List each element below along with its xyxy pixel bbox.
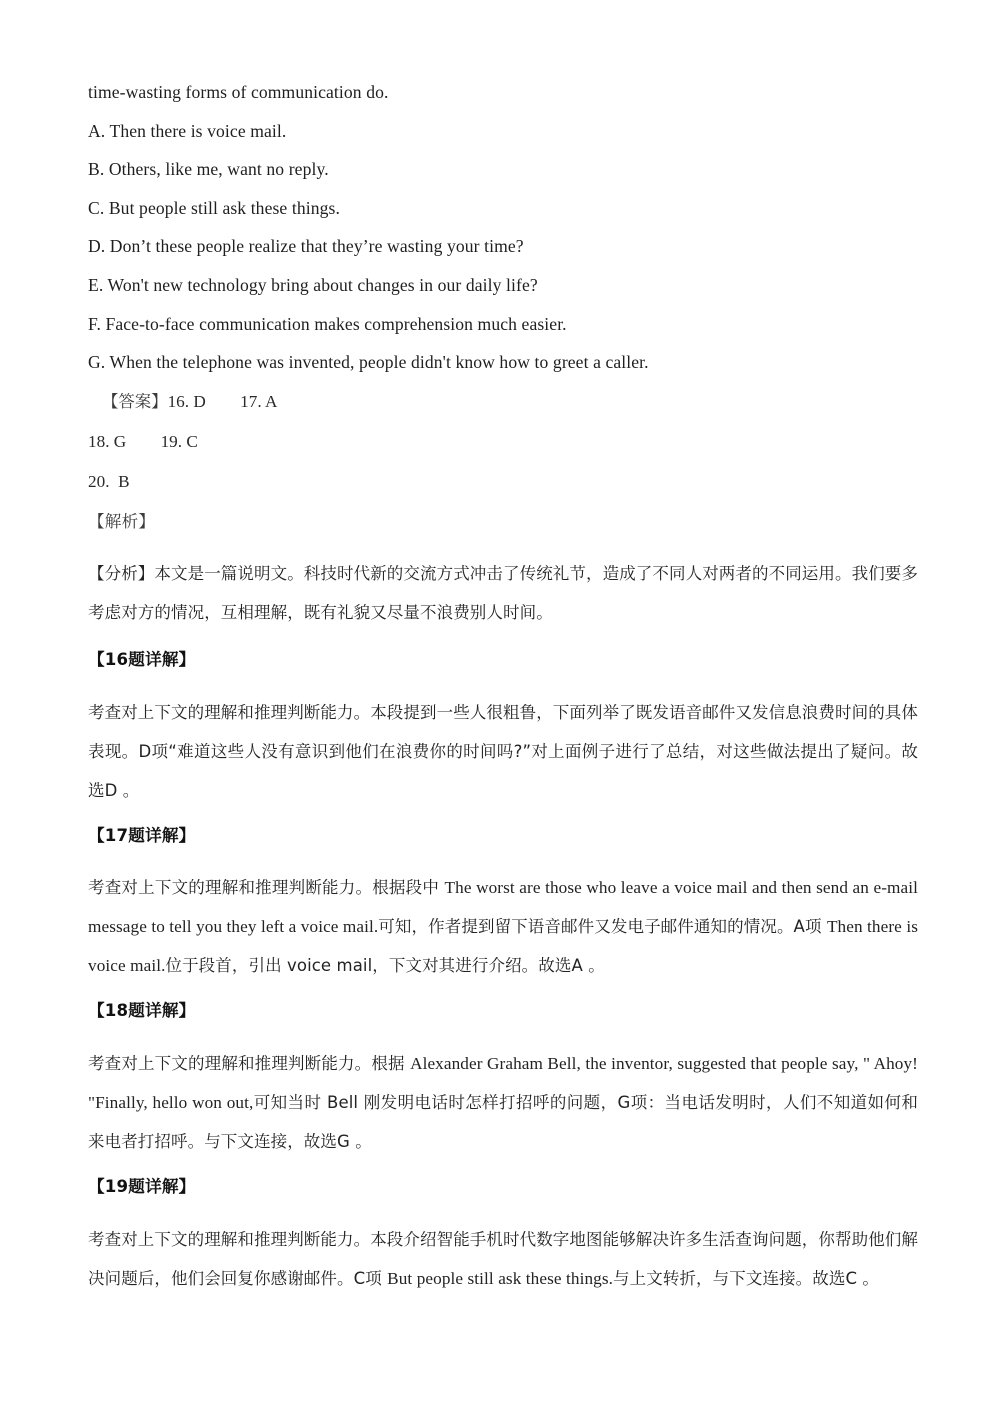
answers-label: 【答案】: [102, 391, 168, 411]
detail-17-text: [88, 868, 918, 985]
detail-19-lead: 考查对上下文的理解和推理判断能力。本段介绍智能手机时代数字地图能够解决许多生活查询问题，你帮助他们解决问题后，他们会回复你感谢邮件。C项: [88, 1229, 918, 1288]
option-a: A. Then there is voice mail.: [88, 120, 287, 141]
lead-line: time-wasting forms of communication do.: [88, 82, 389, 102]
detail-16-heading: 【16题详解】: [88, 650, 196, 670]
detail-16-text: 考查对上下文的理解和推理判断能力。本段提到一些人很粗鲁，下面列举了既发语音邮件又发信息浪费时间的具体表现。D项“难道这些人没有意识到他们在浪费你的时间吗?”对上面例子进行了总结，对这些做法提出了疑问。故选D 。: [88, 702, 918, 800]
detail-17-heading: 【17题详解】: [88, 825, 196, 845]
detail-19-tail: 与上文转折，与下文连接。故选C 。: [613, 1268, 880, 1288]
detail-18-text: [88, 1044, 918, 1161]
detail-19-text: [88, 1220, 918, 1298]
detail-17-quote-1: The worst are those who leave a voice mail and then send an e-mail message to tell you they left a voice mail.: [88, 878, 919, 937]
detail-17-mid: 可知，作者提到留下语音邮件又发电子邮件通知的情况。A项: [378, 917, 827, 937]
detail-19-quote-1: But people still ask these things.: [387, 1268, 614, 1288]
analysis-overview-text: 本文是一篇说明文。科技时代新的交流方式冲击了传统礼节，造成了不同人对两者的不同运用。我们要多考虑对方的情况，互相理解，既有礼貌又尽量不浪费别人时间。: [88, 564, 919, 623]
analysis-heading: 【解析】: [88, 511, 156, 531]
detail-17-tail: 位于段首，引出 voice mail，下文对其进行介绍。故选A 。: [165, 956, 605, 976]
option-e: E. Won't new technology bring about changes in our daily life?: [88, 274, 538, 295]
detail-18-heading: 【18题详解】: [88, 1001, 196, 1021]
answers-16-17: 16. D 17. A: [167, 391, 278, 411]
option-g: G. When the telephone was invented, people didn't know how to greet a caller.: [88, 352, 649, 373]
option-b: B. Others, like me, want no reply.: [88, 159, 329, 180]
answers-row-3: 20. B: [88, 472, 130, 492]
detail-18-tail: 可知当时 Bell 刚发明电话时怎样打招呼的问题，G项：当电话发明时，人们不知道如何和来电者打招呼。与下文连接，故选G 。: [88, 1092, 918, 1151]
detail-18-lead: 考查对上下文的理解和推理判断能力。根据: [88, 1053, 411, 1073]
detail-19-heading: 【19题详解】: [88, 1176, 196, 1196]
detail-18-quote-1: Alexander Graham Bell, the inventor, suggested that people say, " Ahoy! "Finally, hello won out,: [88, 1053, 918, 1112]
analysis-overview: [88, 554, 918, 632]
detail-17-quote-2: Then there is voice mail.: [88, 917, 918, 976]
analysis-overview-label: 【分析】: [88, 564, 155, 584]
detail-17-lead: 考查对上下文的理解和推理判断能力。根据段中: [88, 878, 445, 898]
option-c: C. But people still ask these things.: [88, 197, 340, 218]
answers-row-2: 18. G 19. C: [88, 432, 198, 452]
option-f: F. Face-to-face communication makes comprehension much easier.: [88, 313, 567, 334]
answers-row-1: [88, 393, 918, 410]
option-d: D. Don’t these people realize that they’re wasting your time?: [88, 236, 524, 257]
page-content: [88, 84, 918, 1304]
